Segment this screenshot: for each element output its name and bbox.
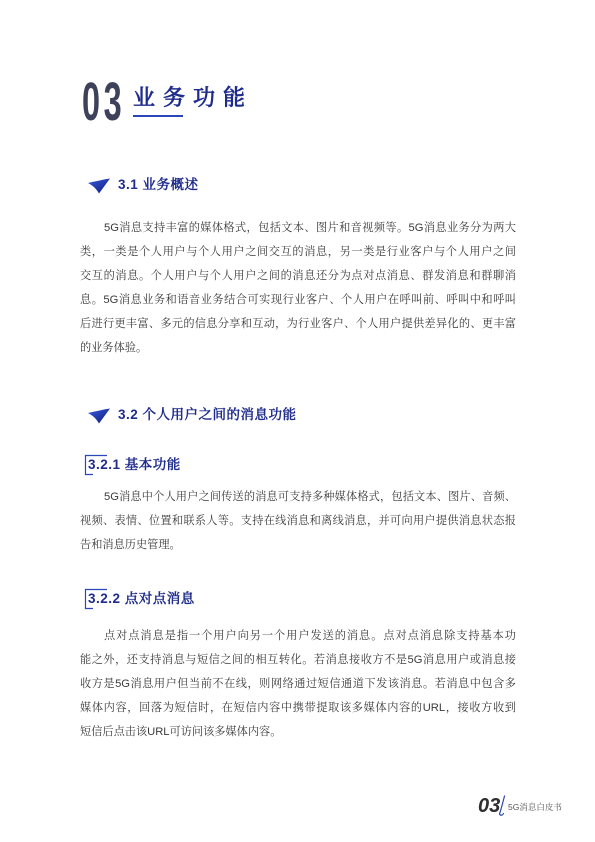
footer-document-title: 5G消息白皮书 [508, 802, 562, 812]
section-heading-3-2: 3.2 个人用户之间的消息功能 [118, 407, 297, 422]
subsection-heading-3-2-1: 3.2.1 基本功能 [88, 457, 181, 472]
chapter-number: 03 [82, 72, 126, 132]
paragraph-line: 类，一类是个人用户与个人用户之间交互的消息，另一类是行业客户与个人用户之间 [80, 246, 516, 258]
triangle-marker-icon [87, 408, 111, 424]
section-3-1-paragraph [80, 216, 516, 360]
paragraph-line: 收方是5G消息用户但当前不在线，则网络通过短信通道下发该消息。若消息中包含多 [80, 678, 516, 690]
paragraph-line: 视频、表情、位置和联系人等。支持在线消息和离线消息，并可向用户提供消息状态报 [80, 515, 516, 527]
paragraph-line: 的业务体验。 [80, 342, 148, 354]
triangle-marker-icon [87, 178, 111, 194]
paragraph-line: 媒体内容，回落为短信时，在短信内容中携带提取该多媒体内容的URL，接收方收到 [80, 702, 516, 714]
paragraph-line: 交互的消息。个人用户与个人用户之间的消息还分为点对点消息、群发消息和群聊消 [80, 270, 516, 282]
section-heading-3-1: 3.1 业务概述 [118, 177, 199, 192]
footer-page-number: 03 [478, 795, 501, 817]
paragraph-line: 点对点消息是指一个用户向另一个用户发送的消息。点对点消息除支持基本功 [104, 630, 516, 642]
paragraph-line: 息。5G消息业务和语音业务结合可实现行业客户、个人用户在呼叫前、呼叫中和呼叫 [80, 294, 516, 306]
subsection-heading-3-2-2: 3.2.2 点对点消息 [88, 591, 195, 606]
paragraph-line: 5G消息中个人用户之间传送的消息可支持多种媒体格式，包括文本、图片、音频、 [104, 491, 516, 503]
section-3-2-2-paragraph [80, 624, 516, 744]
paragraph-line: 后进行更丰富、多元的信息分享和互动，为行业客户、个人用户提供差异化的、更丰富 [80, 318, 516, 330]
paragraph-line: 告和消息历史管理。 [80, 539, 181, 551]
paragraph-line: 5G消息支持丰富的媒体格式，包括文本、图片和音视频等。5G消息业务分为两大 [104, 222, 516, 234]
chapter-title-underline [133, 115, 183, 117]
paragraph-line: 能之外，还支持消息与短信之间的相互转化。若消息接收方不是5G消息用户或消息接 [80, 654, 516, 666]
swoosh-icon [498, 795, 506, 817]
section-3-2-1-paragraph [80, 485, 516, 557]
chapter-title: 业务功能 [133, 85, 254, 110]
paragraph-line: 短信后点击该URL可访问该多媒体内容。 [80, 726, 282, 738]
